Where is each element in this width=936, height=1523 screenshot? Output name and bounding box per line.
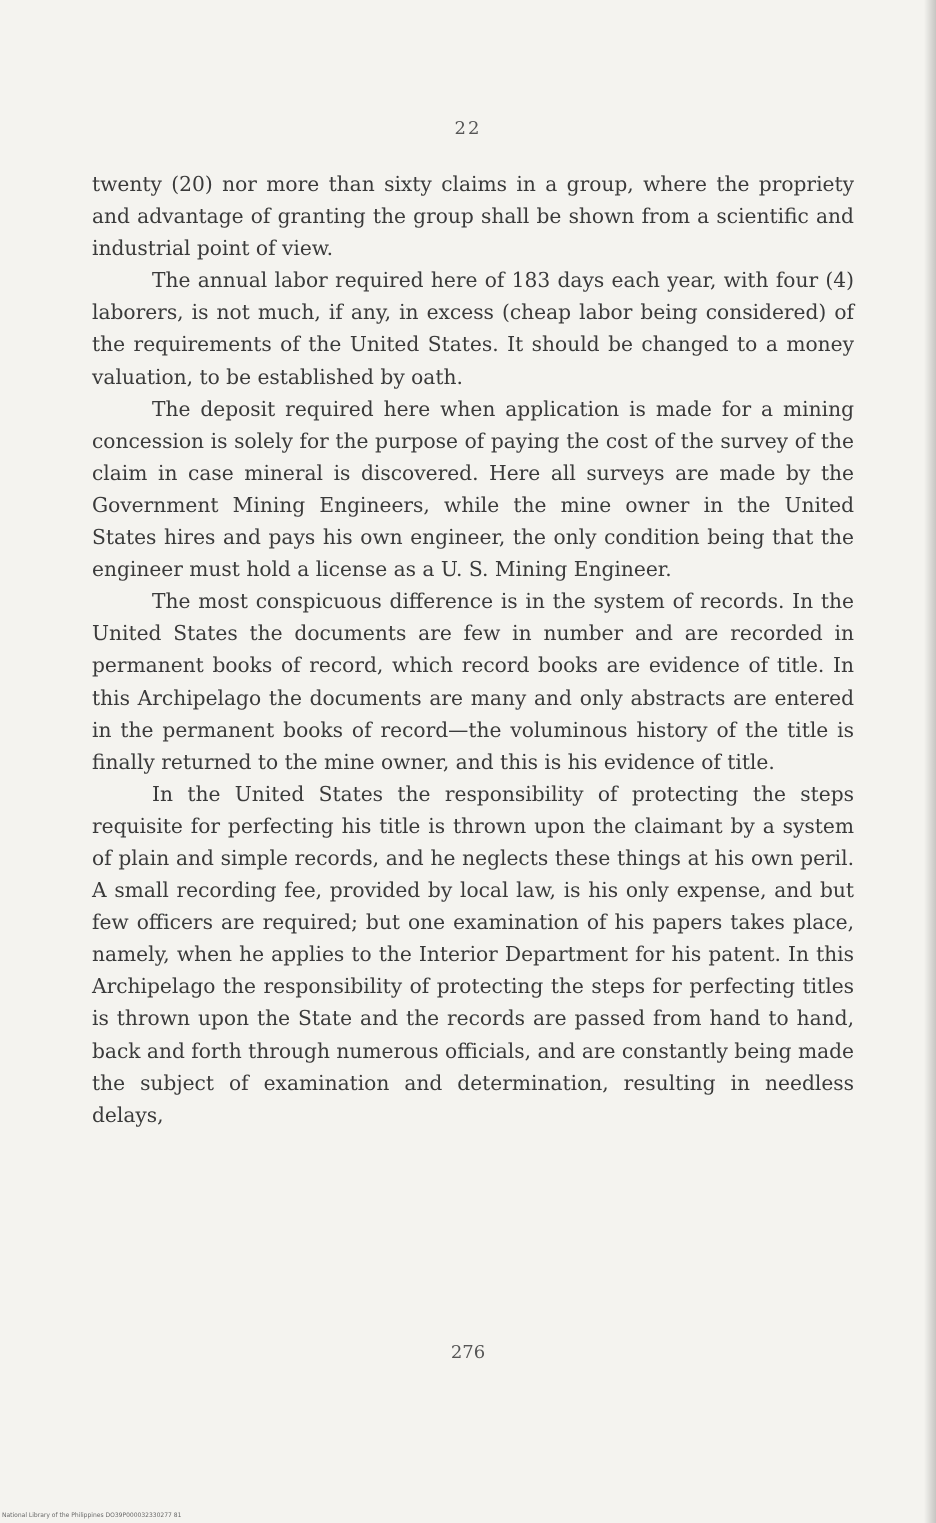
paragraph-2: The annual labor required here of 183 days each year, with four (4) laborers, is not much, if any, in excess (cheap labor being considered) of the requirements of the United States. It should be changed to a money valuation, to be established by oath. bbox=[92, 268, 854, 389]
paragraph-4: The most conspicuous difference is in the system of records. In the United States the documents are few in number and are recorded in permanent books of record, which record books are evidence of title. In this Archipelago the documents are many and only abstracts are entered in the permanent books of record—the voluminous history of the title is finally returned to the mine owner, and this is his evidence of title. bbox=[92, 589, 854, 774]
paragraph-1: twenty (20) nor more than sixty claims in a group, where the propriety and advantage of granting the group shall be shown from a scientific and industrial point of view. bbox=[92, 172, 854, 261]
page-number-bottom: 276 bbox=[450, 1342, 486, 1363]
paragraph-5: In the United States the responsibility of protecting the steps requisite for perfecting his title is thrown upon the claimant by a system of plain and simple records, and he neglects these things at his own peril. A small recording fee, provided by local law, is his only expense, and but few officers are required; but one examination of his papers takes place, namely, when he applies to the Interior Department for his patent. In this Archipelago the responsibility of protecting the steps for perfecting titles is thrown upon the State and the records are passed from hand to hand, back and forth through numerous officials, and are constantly being made the subject of examination and determination, resulting in needless delays, bbox=[92, 781, 854, 1127]
paragraph-3: The deposit required here when application is made for a mining concession is solely for the purpose of paying the cost of the survey of the claim in case mineral is discovered. Here all surveys are made by the Government Mining Engineers, while the mine owner in the United States hires and pays his own engineer, the only condition being that the engineer must hold a license as a U. S. Mining Engineer. bbox=[92, 396, 854, 582]
library-stamp: National Library of the Philippines DO39P000032330277 81 bbox=[2, 1512, 182, 1519]
body-text bbox=[92, 168, 854, 1131]
page-edge-shadow bbox=[924, 0, 936, 1523]
page-number-top: 22 bbox=[454, 118, 482, 139]
